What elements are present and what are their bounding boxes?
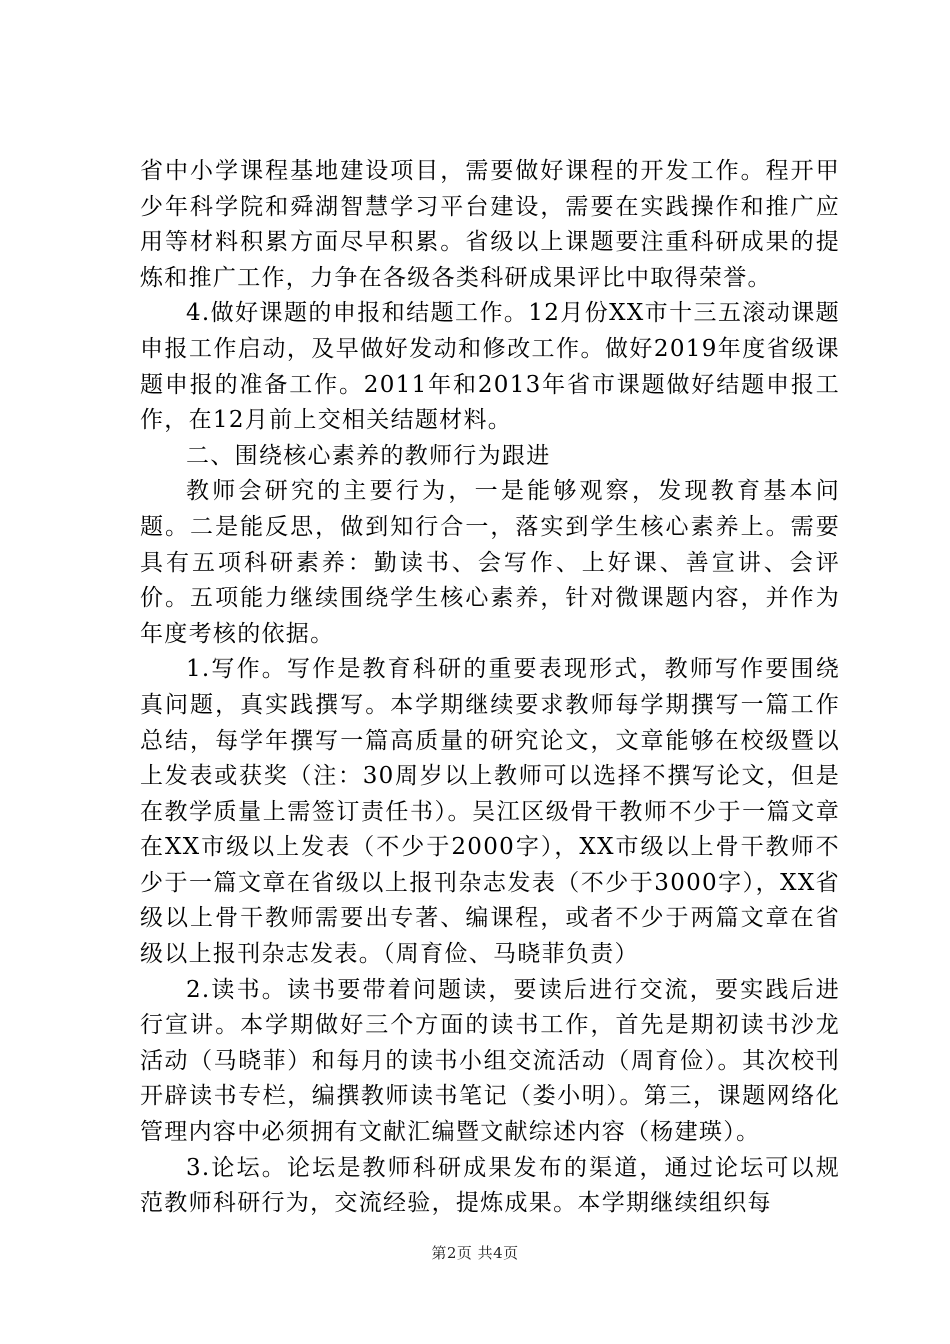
paragraph-2: 4.做好课题的申报和结题工作。12月份XX市十三五滚动课题申报工作启动，及早做好发动和修改工作。做好2019年度省级课题申报的准备工作。2011年和2013年省市课题做好结题申报工作，在12月前上交相关结题材料。 <box>140 300 840 434</box>
section-heading: 二、围绕核心素养的教师行为跟进 <box>186 442 551 469</box>
paragraph-reading: 2.读书。读书要带着问题读，要读后进行交流，要实践后进行宣讲。本学期做好三个方面的读书工作，首先是期初读书沙龙活动（马晓菲）和每月的读书小组交流活动（周育俭）。其次校刊开辟读书专栏，编撰教师读书笔记（娄小明）。第三，课题网络化管理内容中必须拥有文献汇编暨文献综述内容（杨建瑛）。 <box>140 976 840 1146</box>
paragraph-writing: 1.写作。写作是教育科研的重要表现形式，教师写作要围绕真问题，真实践撰写。本学期继续要求教师每学期撰写一篇工作总结，每学年撰写一篇高质量的研究论文，文章能够在校级暨以上发表或获奖（注：30周岁以上教师可以选择不撰写论文，但是在教学质量上需签订责任书）。吴江区级骨干教师不少于一篇文章在XX市级以上发表（不少于2000字），XX市级以上骨干教师不少于一篇文章在省级以上报刊杂志发表（不少于3000字），XX省级以上骨干教师需要出专著、编课程，或者不少于两篇文章在省级以上报刊杂志发表。（周育俭、马晓菲负责） <box>140 656 840 968</box>
document-body <box>140 154 840 1222</box>
paragraph-1: 省中小学课程基地建设项目，需要做好课程的开发工作。程开甲少年科学院和舜湖智慧学习平台建设，需要在实践操作和推广应用等材料积累方面尽早积累。省级以上课题要注重科研成果的提炼和推广工作，力争在各级各类科研成果评比中取得荣誉。 <box>140 158 840 291</box>
paragraph-3: 教师会研究的主要行为，一是能够观察，发现教育基本问题。二是能反思，做到知行合一，落实到学生核心素养上。需要具有五项科研素养：勤读书、会写作、上好课、善宣讲、会评价。五项能力继续围绕学生核心素养，针对微课题内容，并作为年度考核的依据。 <box>140 478 840 647</box>
paragraph-forum: 3.论坛。论坛是教师科研成果发布的渠道，通过论坛可以规范教师科研行为，交流经验，提炼成果。本学期继续组织每 <box>140 1154 840 1217</box>
page-number-footer: 第2页 共4页 <box>431 1244 519 1262</box>
